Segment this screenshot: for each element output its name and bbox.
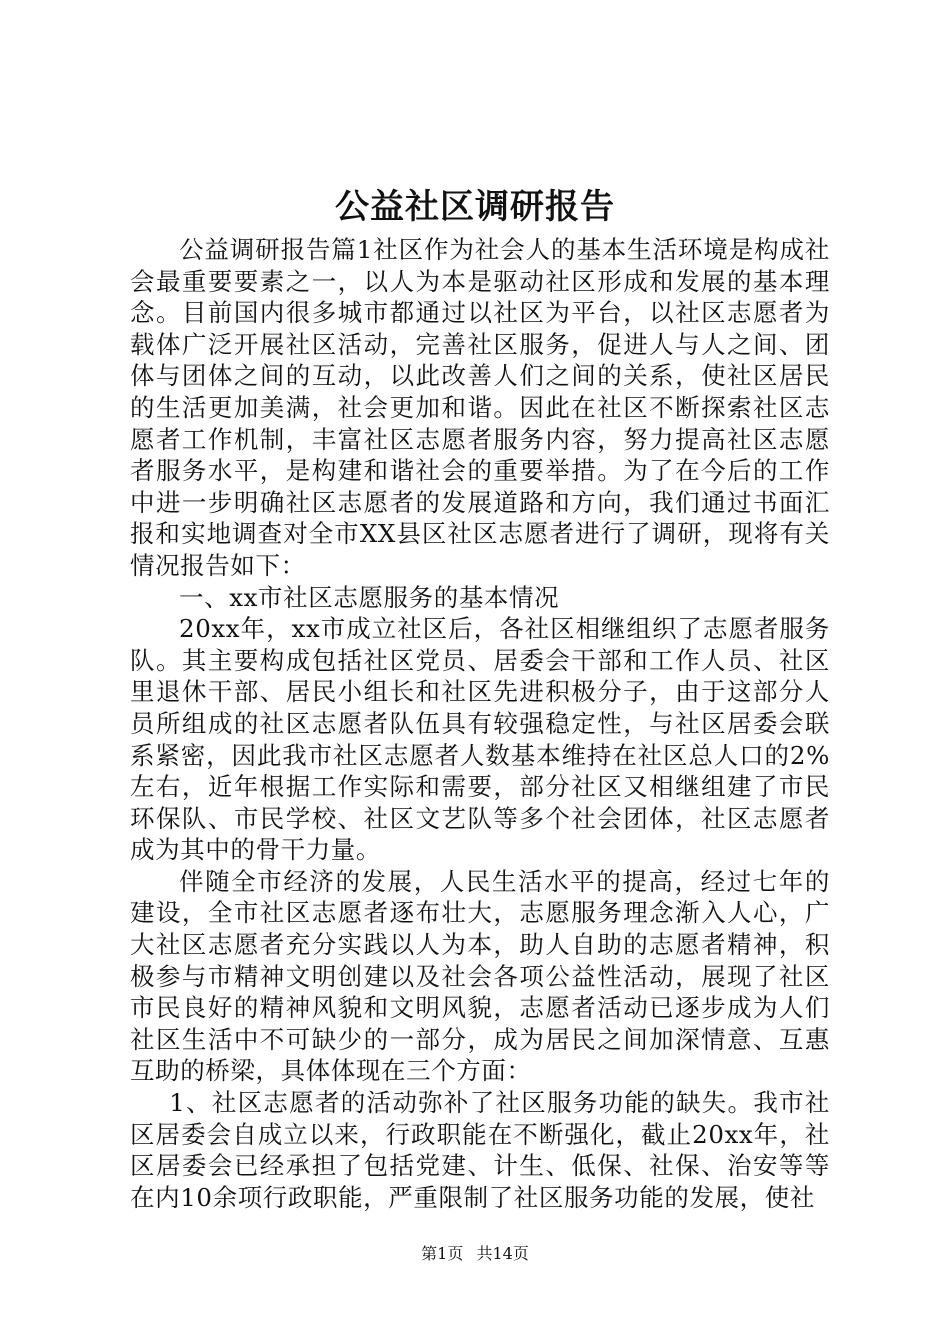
document-body [130,234,830,1213]
paragraph-development: 伴随全市经济的发展，人民生活水平的提高，经过七年的建设，全市社区志愿者逐布壮大，志愿服务理念渐入人心，广大社区志愿者充分实践以人为本，助人自助的志愿者精神，积极参与市精神文明创建以及社会各项公益性活动，展现了社区市民良好的精神风貌和文明风貌，志愿者活动已逐步成为人们社区生活中不可缺少的一部分，成为居民之间加深情意、互惠互助的桥梁，具体体现在三个方面： [130,866,830,1086]
page-total: 共14页 [476,1244,529,1263]
page-title: 公益社区调研报告 [335,187,615,227]
section-heading: 一、xx市社区志愿服务的基本情况 [179,582,560,612]
paragraph-point-1: 1、社区志愿者的活动弥补了社区服务功能的缺失。我市社区居委会自成立以来，行政职能在不断强化，截止20xx年，社区居委会已经承担了包括党建、计生、低保、社保、治安等等在内10余项行政职能，严重限制了社区服务功能的发展，使社 [130,1088,830,1212]
page-number: 第1页 [421,1244,464,1263]
page-footer [0,1242,950,1266]
paragraph-intro: 公益调研报告篇1社区作为社会人的基本生活环境是构成社会最重要要素之一，以人为本是驱动社区形成和发展的基本理念。目前国内很多城市都通过以社区为平台，以社区志愿者为载体广泛开展社区活动，完善社区服务，促进人与人之间、团体与团体之间的互动，以此改善人们之间的关系，使社区居民的生活更加美满，社会更加和谐。因此在社区不断探索社区志愿者工作机制，丰富社区志愿者服务内容，努力提高社区志愿者服务水平，是构建和谐社会的重要举措。为了在今后的工作中进一步明确社区志愿者的发展道路和方向，我们通过书面汇报和实地调查对全市XX县区社区志愿者进行了调研，现将有关情况报告如下： [130,235,830,580]
paragraph-basic-situation: 20xx年，xx市成立社区后，各社区相继组织了志愿者服务队。其主要构成包括社区党员、居委会干部和工作人员、社区里退休干部、居民小组长和社区先进积极分子，由于这部分人员所组成的社区志愿者队伍具有较强稳定性，与社区居委会联系紧密，因此我市社区志愿者人数基本维持在社区总人口的2%左右，近年根据工作实际和需要，部分社区又相继组建了市民环保队、市民学校、社区文艺队等多个社会团体，社区志愿者成为其中的骨干力量。 [130,614,830,865]
